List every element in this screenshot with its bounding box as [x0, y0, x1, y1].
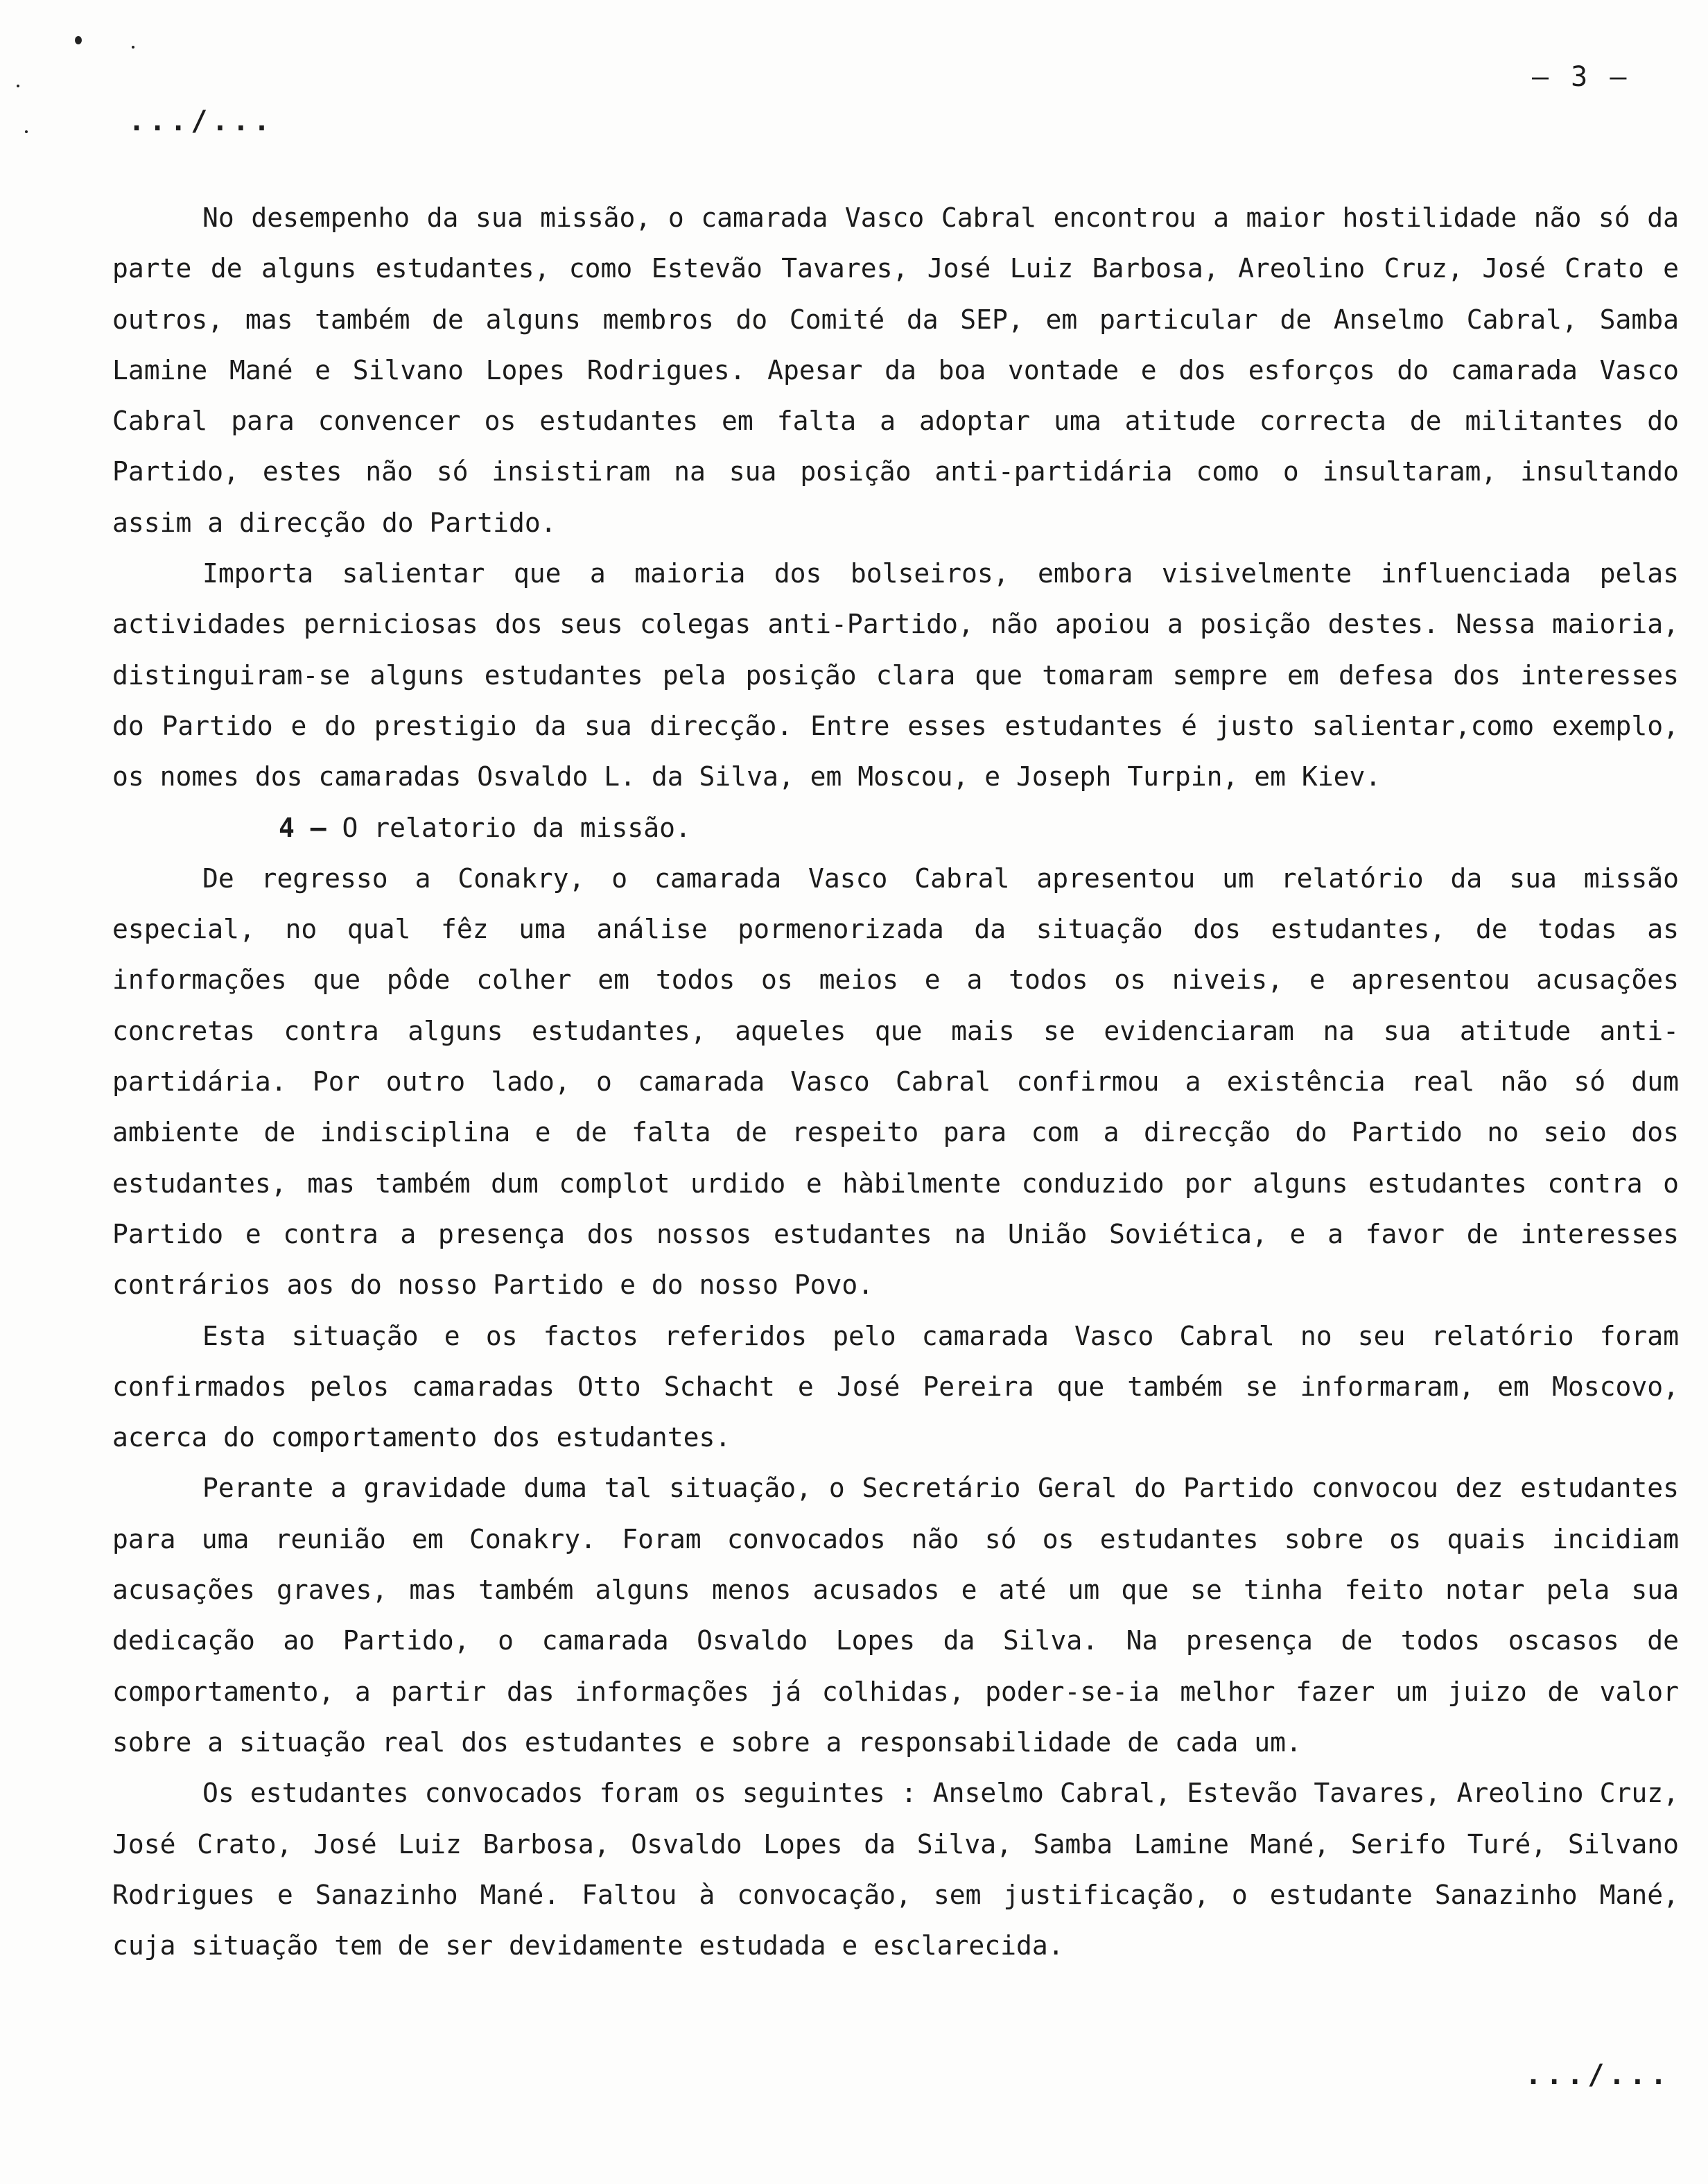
scan-speck — [25, 130, 28, 133]
continuation-mark-top: .../... — [128, 105, 274, 137]
paragraph: Perante a gravidade duma tal situação, o Secretário Geral do Partido convocou dez estudantes para uma reunião em Conakry. Foram convocados não só os estudantes sobre os quais incidiam acusações graves, mas também alguns menos acusados e até um que se tinha feito notar pela sua dedicação ao Partido, o camarada Osvaldo Lopes da Silva. Na presença de todos oscasos de comportamento, a partir das informações já colhidas, poder-se-ia melhor fazer um juizo de valor sobre a situação real dos estudantes e sobre a responsabilidade de cada um. — [112, 1473, 1679, 1758]
page-number: – 3 – — [1532, 61, 1630, 93]
section-number: 4 – — [279, 812, 326, 843]
scan-speck — [75, 36, 82, 44]
paragraph: No desempenho da sua missão, o camarada Vasco Cabral encontrou a maior hostilidade não só da parte de alguns estudantes, como Estevão Tavares, José Luiz Barbosa, Areolino Cruz, José Crato e outros, mas também de alguns membros do Comité da SEP, em particular de Anselmo Cabral, Samba Lamine Mané e Silvano Lopes Rodrigues. Apesar da boa vontade e dos esforços do camarada Vasco Cabral para convencer os estudantes em falta a adoptar uma atitude correcta de militantes do Partido, estes não só insistiram na sua posição anti-partidária como o insultaram, insultando assim a direcção do Partido. — [112, 202, 1679, 538]
paragraph: Importa salientar que a maioria dos bolseiros, embora visivelmente influenciada pelas actividades perniciosas dos seus colegas anti-Partido, não apoiou a posição destes. Nessa maioria, distinguiram-se alguns estudantes pela posição clara que tomaram sempre em defesa dos interesses do Partido e do prestigio da sua direcção. Entre esses estudantes é justo salientar,como exemplo, os nomes dos camaradas Osvaldo L. da Silva, em Moscou, e Joseph Turpin, em Kiev. — [112, 558, 1679, 792]
scan-speck — [132, 46, 134, 49]
paragraph: De regresso a Conakry, o camarada Vasco Cabral apresentou um relatório da sua missão especial, no qual fêz uma análise pormenorizada da situação dos estudantes, de todas as informações que pôde colher em todos os meios e a todos os niveis, e apresentou acusações concretas contra alguns estudantes, aqueles que mais se evidenciaram na sua atitude anti-partidária. Por outro lado, o camarada Vasco Cabral confirmou a existência real não só dum ambiente de indisciplina e de falta de respeito para com a direcção do Partido no seio dos estudantes, mas também dum complot urdido e hàbilmente conduzido por alguns estudantes contra o Partido e contra a presença dos nossos estudantes na União Soviética, e a favor de interesses contrários aos do nosso Partido e do nosso Povo. — [112, 863, 1679, 1301]
continuation-mark-bottom: .../... — [1525, 2059, 1671, 2091]
paragraph: Os estudantes convocados foram os seguintes : Anselmo Cabral, Estevão Tavares, Areolino Cruz, José Crato, José Luiz Barbosa, Osvaldo Lopes da Silva, Samba Lamine Mané, Serifo Turé, Silvano Rodrigues e Sanazinho Mané. Faltou à convocação, sem justificação, o estudante Sanazinho Mané, cuja situação tem de ser devidamente estudada e esclarecida. — [112, 1778, 1679, 1961]
paragraph: Esta situação e os factos referidos pelo camarada Vasco Cabral no seu relatório foram confirmados pelos camaradas Otto Schacht e José Pereira que também se informaram, em Moscovo, acerca do comportamento dos estudantes. — [112, 1320, 1679, 1453]
section-heading — [112, 803, 1679, 853]
document-body — [112, 193, 1679, 1971]
section-title: O relatorio da missão. — [342, 812, 691, 843]
scan-speck — [17, 85, 19, 87]
